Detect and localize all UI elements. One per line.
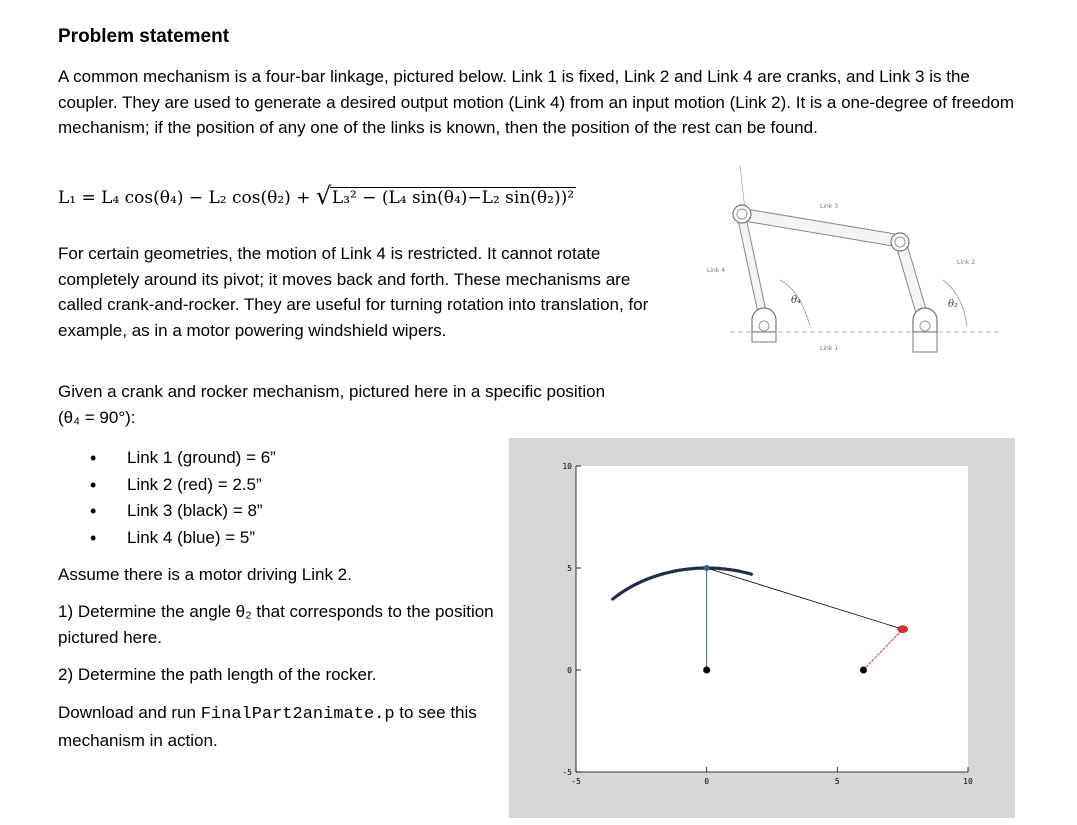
- crank-pivot-point: [860, 667, 867, 674]
- sqrt-icon: √: [315, 182, 332, 210]
- link4-label: Link 4: [707, 267, 726, 274]
- link-lengths-list: [90, 445, 276, 551]
- question-2: 2) Determine the path length of the rocker.: [58, 665, 377, 684]
- rocker-pivot-point: [703, 667, 710, 674]
- x-tick-label: 0: [704, 777, 710, 786]
- link3-label: Link 3: [820, 203, 839, 210]
- list-item: • Link 2 (red) = 2.5”: [90, 472, 276, 499]
- list-item: • Link 4 (blue) = 5”: [90, 525, 276, 552]
- theta2-label: θ₂: [948, 299, 959, 310]
- mechanism-plot: [509, 438, 1015, 818]
- linkage-equation: [58, 182, 576, 210]
- x-tick-label: 10: [963, 777, 973, 786]
- link1-label: Link 1: [820, 345, 839, 352]
- equation-sqrt: [315, 182, 576, 210]
- list-item: • Link 1 (ground) = 6”: [90, 445, 276, 472]
- y-tick-label: 5: [567, 564, 572, 573]
- equation-radicand: L₃² − (L₄ sin(θ₄)−L₂ sin(θ₂))²: [331, 188, 575, 208]
- list-item: • Link 3 (black) = 8”: [90, 498, 276, 525]
- equation-lhs: L₁ = L₄ cos(θ₄) − L₂ cos(θ₂) +: [58, 188, 316, 208]
- intro-paragraph: A common mechanism is a four-bar linkage, pictured below. Link 1 is fixed, Link 2 and Link 4 are cranks, and Link 3 is the coupler. They are used to generate a desired output motion (Link 4) from an input motion (Link 2). It is a one-degree of freedom mechanism; if the position of any one of the links is known, then the position of the rest can be found.: [58, 67, 1015, 137]
- link4-tip-point: [704, 565, 710, 571]
- motor-text: Assume there is a motor driving Link 2.: [58, 565, 352, 584]
- download-suffix: to see this mechanism in action.: [58, 703, 477, 750]
- question-1: 1) Determine the angle θ₂ that corresponds to the position pictured here.: [58, 602, 494, 647]
- theta4-label: θ₄: [791, 295, 802, 306]
- animation-filename: FinalPart2animate.p: [200, 705, 395, 724]
- download-prefix: Download and run: [58, 703, 201, 722]
- download-instructions: [58, 700, 508, 753]
- x-tick-label: -5: [571, 777, 581, 786]
- link2-tip-point: [898, 626, 908, 633]
- y-tick-label: 0: [567, 666, 572, 675]
- x-tick-label: 5: [834, 777, 840, 786]
- page-title: Problem statement: [58, 26, 230, 47]
- y-tick-label: -5: [562, 768, 572, 777]
- link2-label: Link 2: [957, 259, 976, 266]
- plot-area: [576, 466, 968, 772]
- four-bar-sketch: [695, 160, 1005, 365]
- restriction-paragraph: For certain geometries, the motion of Link 4 is restricted. It cannot rotate completely around its pivot; it moves back and forth. These mechanisms are called crank-and-rocker. They are useful for turning rotation into translation, for example, as in a motor powering windshield wipers.: [58, 244, 649, 340]
- mechanism-plot-figure: [509, 438, 1015, 818]
- y-tick-label: 10: [562, 462, 572, 471]
- given-paragraph: Given a crank and rocker mechanism, pictured here in a specific position (θ₄ = 90°):: [58, 382, 606, 427]
